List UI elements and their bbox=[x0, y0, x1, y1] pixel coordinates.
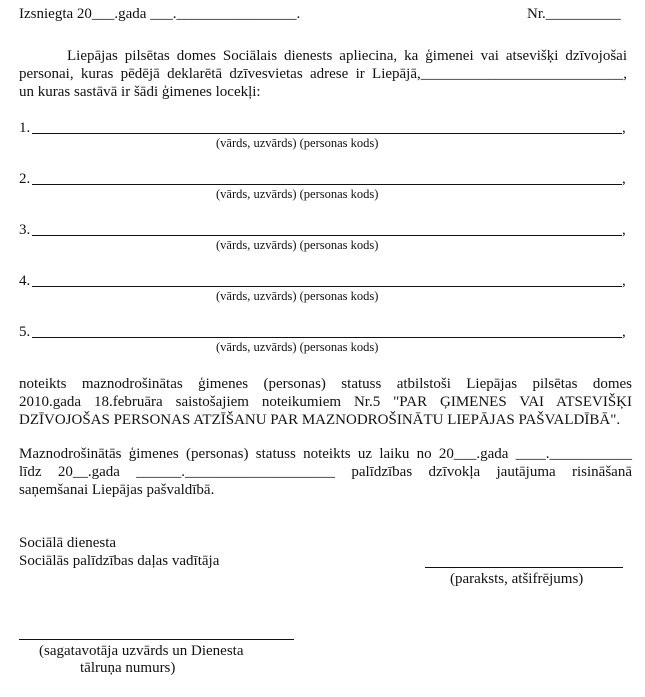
status-line-3: DZĪVOJOŠAS PERSONAS ATZĪŠANU PAR MAZNODROŠINĀTU LIEPĀJAS PAŠVALDĪBĀ". bbox=[19, 412, 621, 428]
intro-line-3: un kuras sastāvā ir šādi ģimenes locekļi: bbox=[19, 84, 261, 100]
signature-head-title: Sociālās palīdzības daļas vadītāja bbox=[19, 553, 220, 569]
signature-line bbox=[425, 567, 623, 568]
preparer-line bbox=[19, 639, 294, 640]
intro-line-1: Liepājas pilsētas domes Sociālais dienests apliecina, ka ģimenei vai atsevišķi dzīvojošai bbox=[67, 48, 627, 64]
period-line-1: Maznodrošinātās ģimenes (personas) statuss noteikts uz laiku no 20___.gada ____.___________ bbox=[19, 446, 632, 462]
period-line-3: saņemšanai Liepājas pašvaldībā. bbox=[19, 482, 215, 498]
intro-line-2: personai, kuras pēdējā deklarētā dzīvesvietas adrese ir Liepājā,___________________________, bbox=[19, 66, 627, 82]
member-caption: (vārds, uzvārds) (personas kods) bbox=[216, 340, 379, 354]
preparer-caption-line-2: tālruņa numurs) bbox=[80, 660, 176, 676]
document-number: Nr.__________ bbox=[527, 6, 621, 22]
preparer-caption-line-1: (sagatavotāja uzvārds un Dienesta bbox=[39, 643, 244, 659]
member-name-line bbox=[32, 286, 622, 287]
member-name-line bbox=[32, 235, 622, 236]
signature-caption: (paraksts, atšifrējums) bbox=[450, 571, 584, 587]
member-number: 5. bbox=[19, 324, 31, 340]
status-line-1: noteikts maznodrošinātas ģimenes (personas) statuss atbilstoši Liepājas pilsētas domes bbox=[19, 376, 632, 392]
member-name-line bbox=[32, 184, 622, 185]
member-comma: , bbox=[622, 120, 626, 136]
member-number: 1. bbox=[19, 120, 31, 136]
period-line-2: līdz 20__.gada ______.____________________ palīdzības dzīvokļa jautājuma risināšanā bbox=[19, 464, 632, 480]
member-comma: , bbox=[622, 222, 626, 238]
member-caption: (vārds, uzvārds) (personas kods) bbox=[216, 238, 379, 252]
signature-department: Sociālā dienesta bbox=[19, 535, 117, 551]
member-caption: (vārds, uzvārds) (personas kods) bbox=[216, 136, 379, 150]
member-caption: (vārds, uzvārds) (personas kods) bbox=[216, 289, 379, 303]
status-line-2: 2010.gada 18.februāra saistošajiem noteikumiem Nr.5 "PAR ĢIMENES VAI ATSEVIŠĶI bbox=[19, 394, 632, 410]
member-caption: (vārds, uzvārds) (personas kods) bbox=[216, 187, 379, 201]
member-comma: , bbox=[622, 171, 626, 187]
member-number: 2. bbox=[19, 171, 31, 187]
member-comma: , bbox=[622, 273, 626, 289]
member-comma: , bbox=[622, 324, 626, 340]
member-name-line bbox=[32, 133, 622, 134]
member-name-line bbox=[32, 337, 622, 338]
member-number: 4. bbox=[19, 273, 31, 289]
member-number: 3. bbox=[19, 222, 31, 238]
issued-date: Izsniegta 20___.gada ___.________________. bbox=[19, 6, 301, 22]
